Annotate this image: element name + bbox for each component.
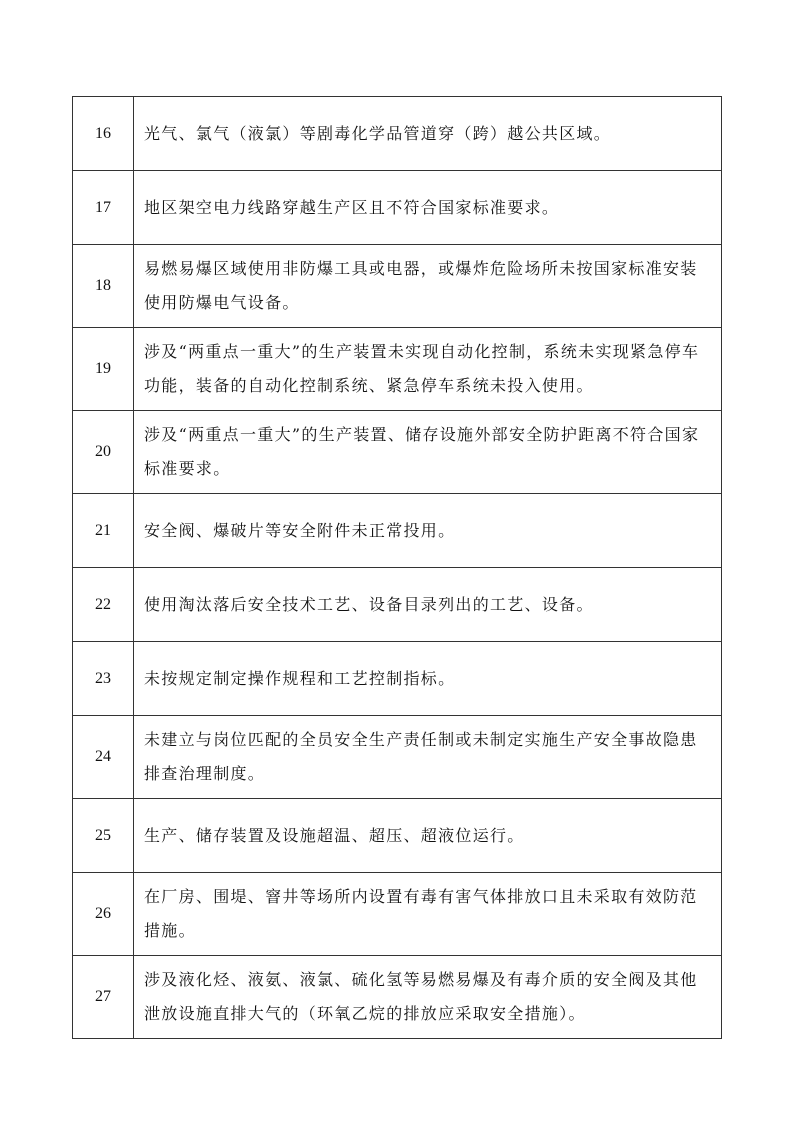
item-number: 23 [73,642,134,716]
item-number: 24 [73,716,134,799]
table-row [73,245,722,328]
item-number: 25 [73,799,134,873]
table-row [73,799,722,873]
table-row [73,97,722,171]
item-description: 安全阀、爆破片等安全附件未正常投用。 [134,494,722,568]
item-description: 涉及“两重点一重大”的生产装置、储存设施外部安全防护距离不符合国家标准要求。 [134,411,722,494]
item-number: 18 [73,245,134,328]
item-description: 易燃易爆区域使用非防爆工具或电器，或爆炸危险场所未按国家标准安装使用防爆电气设备。 [134,245,722,328]
item-description: 在厂房、围堤、窨井等场所内设置有毒有害气体排放口且未采取有效防范措施。 [134,873,722,956]
item-description: 生产、储存装置及设施超温、超压、超液位运行。 [134,799,722,873]
table-row [73,956,722,1039]
table-row [73,716,722,799]
table-row [73,568,722,642]
item-description: 未建立与岗位匹配的全员安全生产责任制或未制定实施生产安全事故隐患排查治理制度。 [134,716,722,799]
item-description: 光气、氯气（液氯）等剧毒化学品管道穿（跨）越公共区域。 [134,97,722,171]
item-number: 19 [73,328,134,411]
item-number: 17 [73,171,134,245]
table-row [73,873,722,956]
item-number: 26 [73,873,134,956]
item-description: 使用淘汰落后安全技术工艺、设备目录列出的工艺、设备。 [134,568,722,642]
item-number: 20 [73,411,134,494]
item-number: 21 [73,494,134,568]
item-description: 涉及“两重点一重大”的生产装置未实现自动化控制，系统未实现紧急停车功能，装备的自动化控制系统、紧急停车系统未投入使用。 [134,328,722,411]
item-description: 地区架空电力线路穿越生产区且不符合国家标准要求。 [134,171,722,245]
item-description: 涉及液化烃、液氨、液氯、硫化氢等易燃易爆及有毒介质的安全阀及其他泄放设施直排大气的（环氧乙烷的排放应采取安全措施）。 [134,956,722,1039]
item-description: 未按规定制定操作规程和工艺控制指标。 [134,642,722,716]
item-number: 22 [73,568,134,642]
table-row [73,328,722,411]
item-number: 16 [73,97,134,171]
item-number: 27 [73,956,134,1039]
table-row [73,411,722,494]
table-row [73,494,722,568]
hazard-items-table [72,96,722,1039]
table-row [73,171,722,245]
table-row [73,642,722,716]
